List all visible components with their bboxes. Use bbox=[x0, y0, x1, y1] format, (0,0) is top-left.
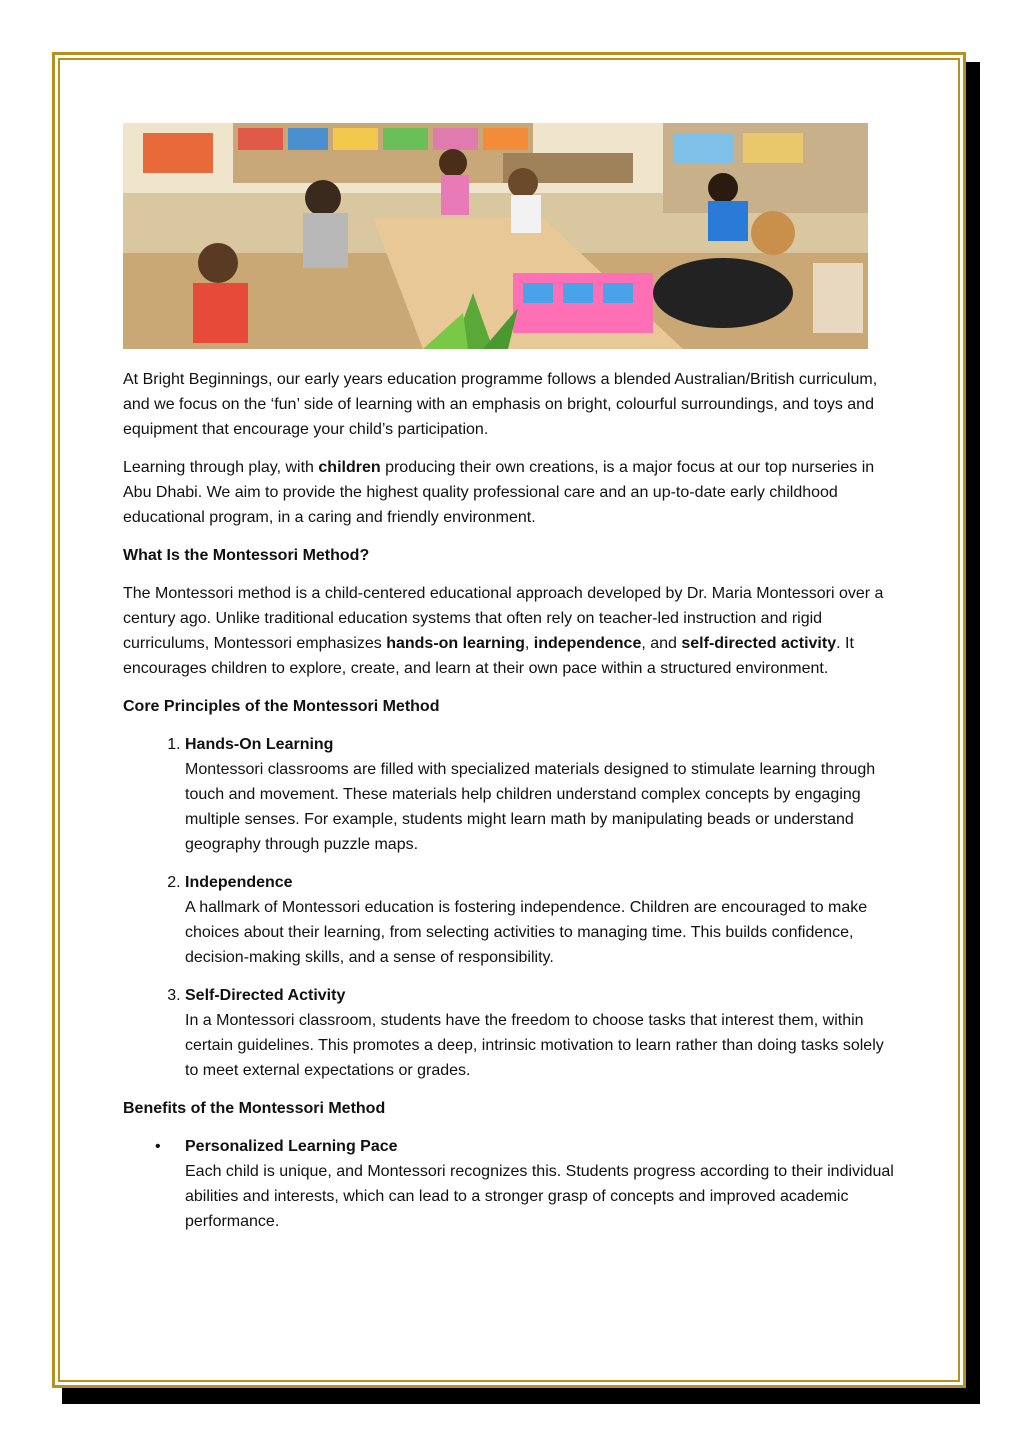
bullet-icon: • bbox=[155, 1138, 161, 1155]
montessori-sep-1: , bbox=[524, 635, 534, 652]
montessori-heading: What Is the Montessori Method? bbox=[123, 547, 370, 564]
montessori-bold-2: independence bbox=[533, 635, 642, 652]
principles-list bbox=[123, 732, 899, 1083]
principle-item bbox=[185, 732, 899, 857]
benefits-heading: Benefits of the Montessori Method bbox=[123, 1100, 386, 1117]
classroom-photo bbox=[123, 123, 868, 349]
montessori-bold-1: hands-on learning bbox=[386, 635, 525, 652]
principle-title: 3. Self-Directed Activity bbox=[185, 987, 346, 1004]
montessori-text-end: . It encourages children to explore, create, and learn at their own pace within a structured environment. bbox=[123, 635, 854, 677]
montessori-paragraph bbox=[123, 581, 899, 681]
benefit-item bbox=[155, 1134, 899, 1234]
principle-item bbox=[185, 983, 899, 1083]
benefit-title: Personalized Learning Pace bbox=[185, 1138, 398, 1155]
principle-text: A hallmark of Montessori education is fostering independence. Children are encouraged to make choices about their learning, from selecting activities to managing time. This builds confidence, decision-making skills, and a sense of responsibility. bbox=[185, 899, 868, 966]
principles-heading: Core Principles of the Montessori Method bbox=[123, 698, 440, 715]
intro-p2-bold: children bbox=[318, 459, 381, 476]
montessori-sep-2: , and bbox=[641, 635, 682, 652]
principle-title: 2. Independence bbox=[185, 874, 293, 891]
document-content bbox=[123, 123, 899, 1247]
intro-p2-text-end: producing their own creations, is a major focus at our top nurseries in Abu Dhabi. We aim to provide the highest quality professional care and an up-to-date early childhood educational program, in a caring and friendly environment. bbox=[123, 459, 875, 526]
intro-paragraph-2 bbox=[123, 455, 899, 530]
intro-paragraph-1: At Bright Beginnings, our early years education programme follows a blended Australian/British curriculum, and we focus on the ‘fun’ side of learning with an emphasis on bright, colourful surroundings, and toys and equipment that encourage your child’s participation. bbox=[123, 371, 878, 438]
montessori-text-start: The Montessori method is a child-centered educational approach developed by Dr. Maria Montessori over a century ago. Unlike traditional education systems that often rely on teacher-led instruction and rigid curriculums, Montessori emphasizes bbox=[123, 585, 884, 652]
intro-p2-text-start: Learning through play, with bbox=[123, 459, 319, 476]
principle-text: Montessori classrooms are filled with specialized materials designed to stimulate learning through touch and movement. These materials help children understand complex concepts by engaging multiple senses. For example, students might learn math by manipulating beads or understand geography through puzzle maps. bbox=[185, 761, 876, 853]
benefit-text: Each child is unique, and Montessori recognizes this. Students progress according to their individual abilities and interests, which can lead to a stronger grasp of concepts and improved academic performance. bbox=[185, 1163, 894, 1230]
principle-title: 1. Hands-On Learning bbox=[185, 736, 334, 753]
principle-text: In a Montessori classroom, students have the freedom to choose tasks that interest them, within certain guidelines. This promotes a deep, intrinsic motivation to learn rather than doing tasks solely to meet external expectations or grades. bbox=[185, 1012, 884, 1079]
montessori-bold-3: self-directed activity bbox=[681, 635, 837, 652]
benefits-list bbox=[123, 1134, 899, 1234]
principle-item bbox=[185, 870, 899, 970]
